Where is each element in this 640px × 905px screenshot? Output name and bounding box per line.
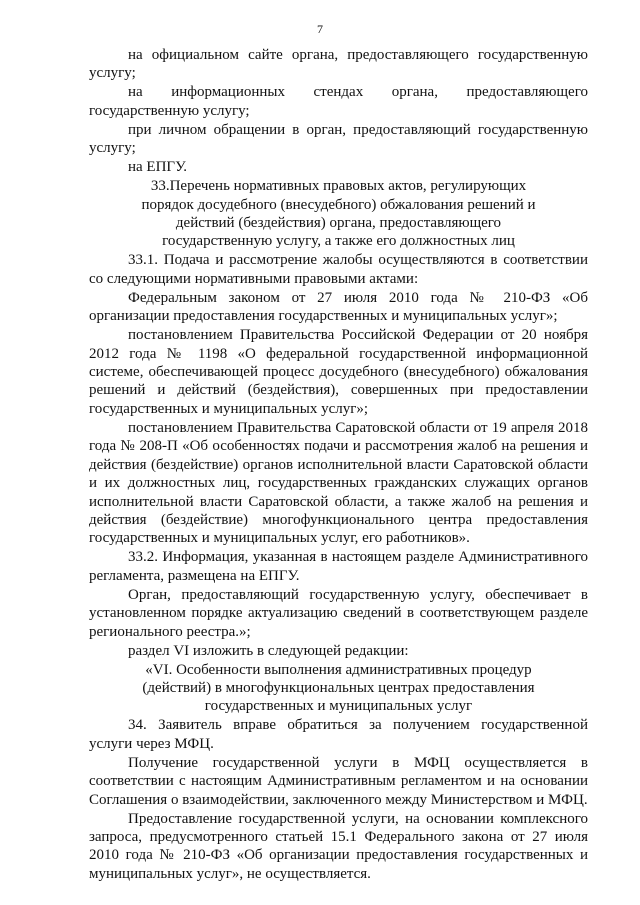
paragraph-34: 34. Заявитель вправе обратиться за получением государственной услуги через МФЦ. (89, 717, 588, 752)
paragraph-official-site: на официальном сайте органа, предоставляющего государственную услугу; (89, 47, 588, 82)
section-heading-33: 33.Перечень нормативных правовых актов, регулирующих порядок досудебного (внесудебного) обжалования решений и действий (бездействия) органа, предоставляющего государственную услугу, а также его должностных лиц (141, 178, 536, 250)
paragraph-epgu: на ЕПГУ. (128, 159, 188, 176)
paragraph-section-vi-intro: раздел VI изложить в следующей редакции: (128, 642, 409, 659)
document-body (89, 46, 588, 884)
paragraph-federal-law: Федеральным законом от 27 июля 2010 года № 210-ФЗ «Об организации предоставления государственных и муниципальных услуг»; (89, 289, 588, 325)
paragraph-rf-resolution: постановлением Правительства Российской Федерации от 20 ноября 2012 года № 1198 «О федеральной государственной информационной системе, обеспечивающей процесс досудебного (внесудебного) обжалования решений и действий (бездействия), совершенных при предоставлении государственных и муниципальных услуг»; (89, 327, 588, 417)
paragraph-personal-visit: при личном обращении в орган, предоставляющий государственную услугу; (89, 121, 588, 157)
paragraph-complex-request: Предоставление государственной услуги, на основании комплексного запроса, предусмотренного статьей 15.1 Федерального закона от 27 июля 2010 года № 210-ФЗ «Об организации предоставления государственных и муниципальных услуг», не осуществляется. (89, 810, 588, 882)
paragraph-mfc-service: Получение государственной услуги в МФЦ осуществляется в соответствии с настоящим Административным регламентом и на основании Соглашения о взаимодействии, заключенного между Министерством и МФЦ. (89, 754, 588, 808)
paragraph-registry: Орган, предоставляющий государственную услугу, обеспечивает в установленном порядке актуализацию сведений в соответствующем разделе регионального реестра.»; (89, 586, 588, 640)
page-number: 7 (317, 22, 323, 36)
paragraph-33-1: 33.1. Подача и рассмотрение жалобы осуществляются в соответствии со следующими нормативными правовыми актами: (89, 252, 588, 287)
section-heading-vi: «VI. Особенности выполнения административных процедур (действий) в многофункциональных центрах предоставления государственных и муниципальных услуг (142, 661, 535, 715)
paragraph-info-stands: на информационных стендах органа, предоставляющего государственную услугу; (89, 84, 588, 119)
paragraph-saratov-resolution: постановлением Правительства Саратовской области от 19 апреля 2018 года № 208-П «Об особенностях подачи и рассмотрения жалоб на решения и действия (бездействие) органов исполнительной власти Саратовской области и их должностных лиц, государственных гражданских служащих органов исполнительной власти Саратовской области, а также жалоб на решения и действия (бездействие) многофункционального центра предоставления государственных и муниципальных услуг, его работников». (89, 419, 588, 547)
paragraph-33-2: 33.2. Информация, указанная в настоящем разделе Административного регламента, размещена на ЕПГУ. (89, 549, 588, 584)
